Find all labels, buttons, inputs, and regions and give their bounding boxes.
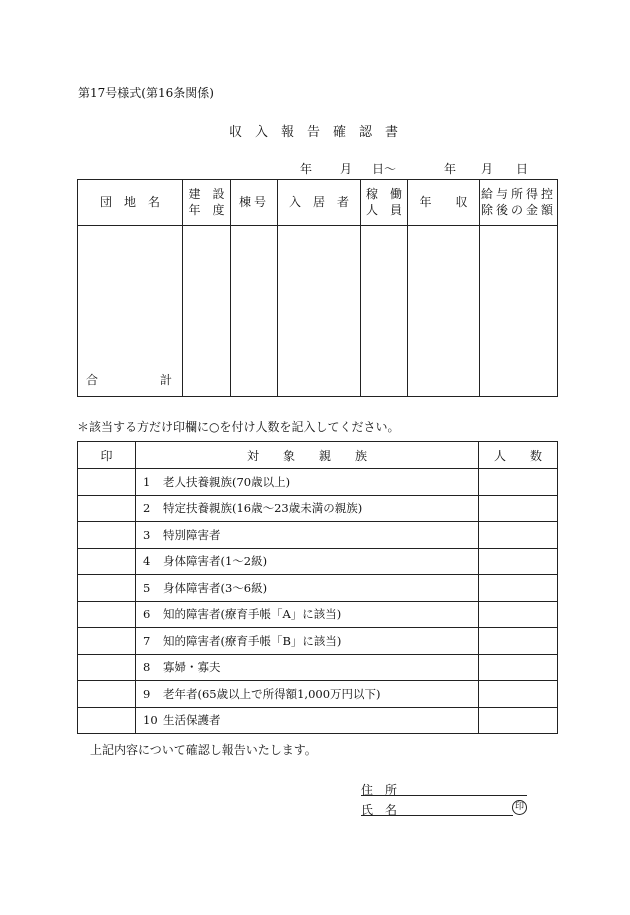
col-building-no: 棟号 [231,180,278,226]
period-start-day: 日〜 [372,162,397,176]
dependent-row-number: 10 [143,713,158,728]
earners-cell[interactable] [361,225,408,396]
period-start-year: 年 [300,162,313,176]
dependent-category [136,707,479,734]
address-line[interactable] [361,795,527,796]
dependent-row-label: 老年者(65歳以上で所得額1,000万円以下) [163,686,381,701]
count-cell[interactable] [479,601,558,628]
col-build-year [183,180,231,226]
dependent-row-number: 6 [143,607,151,622]
dependent-row-label: 生活保護者 [163,713,221,728]
col-build-year-line2: 年 度 [188,203,225,218]
total-label-left: 合 [86,373,99,387]
dependent-row [78,469,558,496]
seal-cell[interactable] [78,548,136,575]
name-line[interactable] [361,815,513,816]
period-end-year: 年 [444,162,457,176]
count-cell[interactable] [479,707,558,734]
dependent-row-number: 3 [143,527,151,542]
dependent-row-number: 7 [143,633,151,648]
address-label: 住 所 [361,783,398,797]
count-cell[interactable] [479,575,558,602]
col-count: 人 数 [479,442,558,469]
seal-cell[interactable] [78,654,136,681]
dependent-category [136,575,479,602]
dependent-row-label: 身体障害者(3〜6級) [163,580,268,595]
seal-mark: 印 [512,800,527,815]
dependent-category [136,681,479,708]
dependent-row-label: 寡婦・寡夫 [163,660,221,675]
dependent-row-number: 2 [143,501,151,516]
seal-cell[interactable] [78,495,136,522]
dependent-category [136,495,479,522]
dependent-category [136,469,479,496]
col-build-year-line1: 建 設 [188,187,225,202]
count-cell[interactable] [479,654,558,681]
seal-cell[interactable] [78,522,136,549]
income-table-header [78,180,558,226]
total-label [78,371,182,396]
dependent-category [136,522,479,549]
dependent-row [78,601,558,628]
dependent-row [78,575,558,602]
col-earners-line2: 人 員 [365,203,402,218]
seal-cell[interactable] [78,707,136,734]
dependent-row [78,522,558,549]
building-no-cell[interactable] [231,225,278,396]
dependent-row-label: 身体障害者(1〜2級) [163,554,268,569]
dependent-row [78,681,558,708]
dependent-row [78,707,558,734]
dependents-table [77,441,558,734]
col-earners [361,180,408,226]
seal-cell[interactable] [78,469,136,496]
count-cell[interactable] [479,548,558,575]
col-earners-line1: 稼 働 [365,187,402,202]
seal-cell[interactable] [78,575,136,602]
income-table [77,179,558,397]
dependent-row [78,548,558,575]
income-table-body [78,225,558,396]
seal-cell[interactable] [78,601,136,628]
count-cell[interactable] [479,469,558,496]
dependent-row-number: 1 [143,474,151,489]
dependents-note: ＊該当する方だけ印欄に○を付け人数を記入してください。 [77,420,400,434]
dependent-row-label: 特定扶養親族(16歳〜23歳未満の親族) [163,501,363,516]
period-end-day: 日 [516,162,529,176]
col-occupant: 入 居 者 [278,180,361,226]
col-estate-name: 団 地 名 [78,180,183,226]
col-after-deduction-line1: 給与所得控 [480,187,556,202]
dependent-row [78,654,558,681]
dependent-row [78,495,558,522]
dependent-category [136,654,479,681]
dependent-category [136,628,479,655]
document-title: 収入報告確認書 [228,125,411,140]
dependent-category [136,601,479,628]
count-cell[interactable] [479,495,558,522]
count-cell[interactable] [479,522,558,549]
name-label: 氏 名 [361,803,398,817]
annual-income-cell[interactable] [408,225,480,396]
dependent-category [136,548,479,575]
count-cell[interactable] [479,681,558,708]
dependent-row-number: 8 [143,660,151,675]
after-deduction-cell[interactable] [480,225,558,396]
col-annual-income: 年 収 [408,180,480,226]
period-end-month: 月 [481,162,494,176]
closing-statement: 上記内容について確認し報告いたします。 [90,743,317,757]
dependent-row-number: 9 [143,686,151,701]
col-after-deduction-line2: 除後の金額 [480,203,556,218]
dependent-row-label: 知的障害者(療育手帳「A」に該当) [163,607,342,622]
col-after-deduction [480,180,558,226]
dependent-row-number: 4 [143,554,151,569]
col-seal: 印 [78,442,136,469]
build-year-cell[interactable] [183,225,231,396]
dependent-row-number: 5 [143,580,151,595]
dependent-row-label: 老人扶養親族(70歳以上) [163,474,291,489]
dependent-row-label: 特別障害者 [163,527,221,542]
seal-cell[interactable] [78,628,136,655]
period-start-month: 月 [340,162,353,176]
total-label-right: 計 [159,373,172,387]
estate-name-cell[interactable] [78,225,183,396]
count-cell[interactable] [479,628,558,655]
form-number: 第17号様式(第16条関係) [78,86,214,100]
col-category: 対 象 親 族 [136,442,479,469]
dependents-table-header [78,442,558,469]
dependent-row-label: 知的障害者(療育手帳「B」に該当) [163,633,342,648]
seal-cell[interactable] [78,681,136,708]
occupant-cell[interactable] [278,225,361,396]
dependent-row [78,628,558,655]
